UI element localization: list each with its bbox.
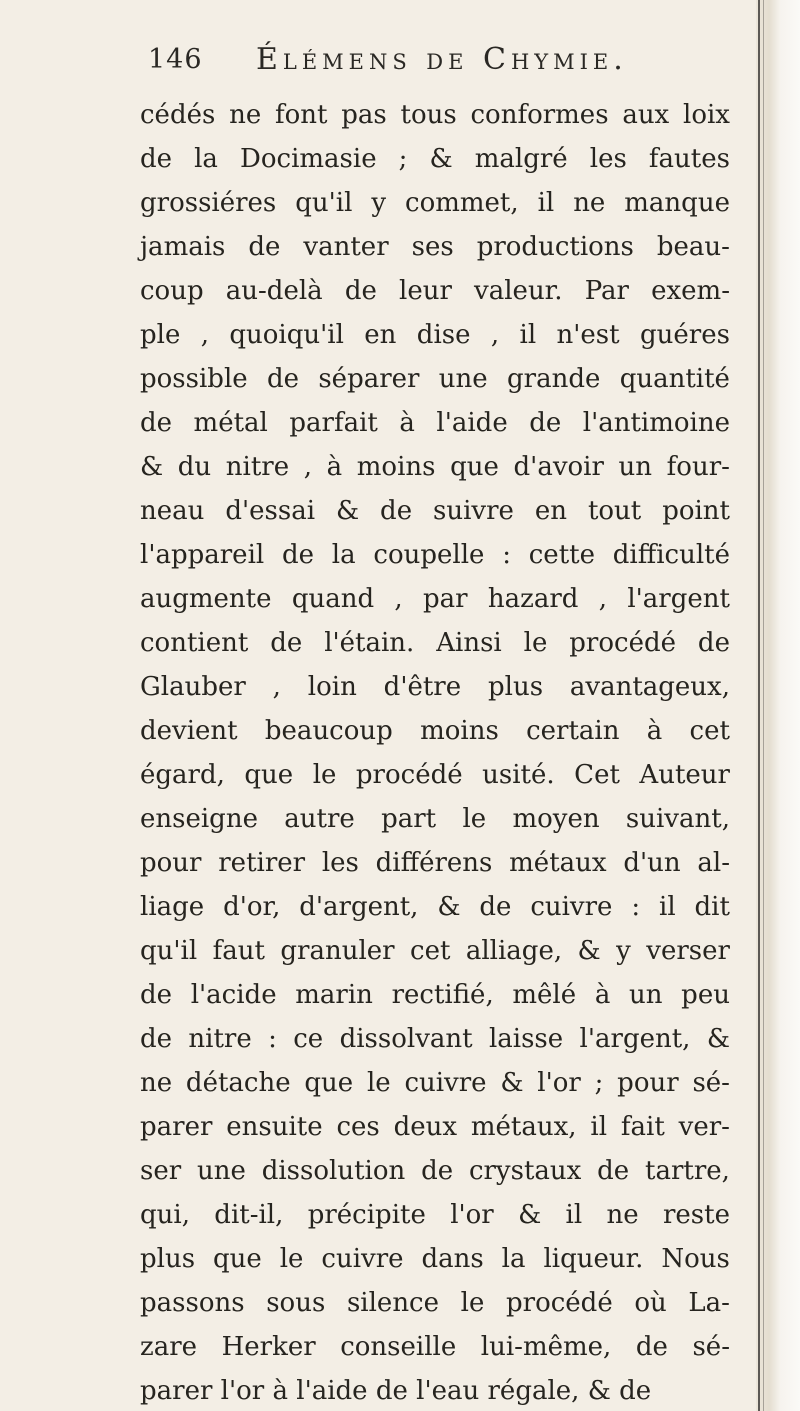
text-line [140,1149,730,1193]
word: de [375,1376,408,1406]
word: four- [666,452,730,482]
text-line [140,797,730,841]
word: plus [487,672,544,702]
word: de [479,892,512,922]
word: & [706,1024,730,1054]
word: tous [400,100,457,130]
word: tout [587,496,642,526]
word: l'or [450,1200,494,1230]
word: l'aide [436,408,508,438]
text-line [140,533,730,577]
word: au-delà [225,276,323,306]
word: que [244,760,294,790]
word: différens [375,848,493,878]
word: , [272,672,281,702]
word: moins [420,716,499,746]
word: de [270,628,303,658]
word: point [662,496,730,526]
text-line [140,181,730,225]
word: l'appareil [140,540,265,570]
word: procédé [355,760,463,790]
word: beaucoup [264,716,393,746]
word: Nous [661,1244,730,1274]
word: l'or [220,1376,265,1406]
word: & [335,496,360,526]
word: & [429,144,453,174]
word: contient [140,628,249,658]
word: le [312,760,337,790]
word: exem- [651,276,730,306]
word: & [577,936,601,966]
word: liage [140,892,205,922]
word: sé- [692,1068,730,1098]
word: & [500,1068,524,1098]
word: & [587,1376,611,1406]
word: manque [624,188,730,218]
text-line [140,1369,730,1411]
word: où [634,1288,667,1318]
word: d'argent, [299,892,419,922]
word: égard, [140,760,225,790]
word: mêlé [512,980,577,1010]
word: silence [346,1288,440,1318]
word: à [272,1376,288,1406]
word: cuivre [530,892,613,922]
word: malgré [474,144,568,174]
word: : [631,892,641,922]
word: devient [140,716,238,746]
word: en [534,496,568,526]
word: sous [266,1288,326,1318]
text-line [140,1325,730,1369]
word: ces [336,1112,380,1142]
word: peu [681,980,730,1010]
word: il [537,188,555,218]
word: de [140,144,173,174]
word: laisse [488,1024,564,1054]
word: que [304,1068,354,1098]
word: parfait [289,408,378,438]
word: de [635,1332,668,1362]
word: pour [617,1068,679,1098]
text-line [140,1193,730,1237]
text-line [140,1105,730,1149]
word: que [213,1244,262,1274]
word: aux [622,100,670,130]
word: part [381,804,437,834]
text-line [140,1281,730,1325]
word: loix [683,100,730,130]
word: grande [507,364,601,394]
word: granuler [280,936,395,966]
word: métaux, [470,1112,577,1142]
word: d'être [383,672,462,702]
word: de [140,1024,173,1054]
word: ensuite [226,1112,323,1142]
text-line [140,973,730,1017]
word: dans [421,1244,484,1274]
word: moins [356,452,436,482]
word: procédé [569,628,676,658]
text-line [140,841,730,885]
word: d'essai [225,496,316,526]
word: & [437,892,461,922]
word: procédé [506,1288,613,1318]
word: dise [416,320,471,350]
word: parer [140,1376,213,1406]
text-line [140,577,730,621]
word: que [450,452,499,482]
word: retirer [218,848,306,878]
word: dissolvant [339,1024,473,1054]
word: il [590,1112,608,1142]
word: sé- [692,1332,730,1362]
word: suivre [433,496,514,526]
text-line [140,1017,730,1061]
text-line [140,885,730,929]
word: & [518,1200,542,1230]
word: , [200,320,209,350]
word: cet [410,936,451,966]
word: régale, [487,1376,580,1406]
word: valeur. [474,276,563,306]
word: crystaux [468,1156,582,1186]
word: ver- [678,1112,730,1142]
text-line [140,445,730,489]
word: pour [140,848,202,878]
word: du [177,452,212,482]
word: font [275,100,328,130]
word: guéres [639,320,730,350]
word: ser [140,1156,182,1186]
word: un [618,452,653,482]
word: dissolution [261,1156,406,1186]
word: cédés [140,100,216,130]
word: métaux [509,848,607,878]
word: l'étain. [324,628,415,658]
word: beau- [656,232,730,262]
word: l'argent [627,584,730,614]
word: autre [284,804,355,834]
word: la [331,540,356,570]
text-line [140,753,730,797]
word: deux [393,1112,458,1142]
word: coupelle [373,540,485,570]
text-line [140,665,730,709]
word: jamais [140,232,226,262]
word: ne [140,1068,173,1098]
text-line [140,1237,730,1281]
word: tartre, [645,1156,730,1186]
word: de [597,1156,630,1186]
word: de [281,540,315,570]
word: fait [620,1112,665,1142]
word: de [140,408,173,438]
word: La- [688,1288,730,1318]
running-title: Élémens de Chymie. [256,42,628,77]
word: à [646,716,663,746]
text-line [140,313,730,357]
word: , [490,320,500,350]
word: séparer [318,364,420,394]
word: certain [526,716,620,746]
word: verser [646,936,730,966]
body-text [140,93,730,1411]
word: l'argent, [579,1024,691,1054]
word: enseigne [140,804,258,834]
word: alliage, [465,936,563,966]
word: le [462,804,487,834]
word: la [194,144,218,174]
word: d'un [623,848,681,878]
word: ce [293,1024,324,1054]
word: d'or, [223,892,281,922]
word: cette [528,540,595,570]
word: l'eau [416,1376,480,1406]
word: conformes [470,100,609,130]
word: al- [697,848,730,878]
word: nitre [188,1024,252,1054]
word: Herker [221,1332,316,1362]
word: à [326,452,343,482]
word: le [523,628,548,658]
word: plus [140,1244,196,1274]
word: détache [185,1068,291,1098]
word: pas [341,100,387,130]
word: avantageux, [569,672,730,702]
word: passons [140,1288,245,1318]
word: précipite [307,1200,426,1230]
word: une [438,364,488,394]
word: ne [229,100,262,130]
text-line [140,489,730,533]
word: leur [399,276,452,306]
word: liqueur. [543,1244,644,1274]
word: Cet [574,760,620,790]
page-number: 146 [148,44,203,75]
text-line [140,137,730,181]
word: Par [584,276,629,306]
text-line [140,1061,730,1105]
word: un [629,980,663,1010]
word: coup [140,276,204,306]
word: l'or [537,1068,581,1098]
word: ; [594,1068,604,1098]
word: quoiqu'il [229,320,344,350]
word: faut [212,936,265,966]
word: , [303,452,313,482]
word: dit [694,892,730,922]
word: , [394,584,403,614]
word: qu'il [295,188,353,218]
word: de [697,628,730,658]
word: grossiéres [140,188,277,218]
word: en [364,320,397,350]
text-line [140,93,730,137]
word: difficulté [612,540,730,570]
word: cet [689,716,730,746]
word: Auteur [639,760,730,790]
word: ses [411,232,454,262]
word: d'avoir [513,452,604,482]
word: quand [291,584,375,614]
text-line [140,621,730,665]
word: ne [573,188,606,218]
text-line [140,401,730,445]
word: nitre [225,452,290,482]
word: de [619,1376,652,1406]
word: la [501,1244,526,1274]
word: hazard [487,584,579,614]
word: y [616,936,631,966]
word: moyen [512,804,600,834]
word: marin [295,980,373,1010]
word: & [140,452,164,482]
word: augmente [140,584,272,614]
word: il [519,320,537,350]
word: n'est [556,320,620,350]
word: Glauber [140,672,246,702]
word: neau [140,496,205,526]
text-line [140,357,730,401]
word: Ainsi [436,628,502,658]
word: ; [398,144,408,174]
word: dit-il, [214,1200,284,1230]
word: zare [140,1332,198,1362]
word: les [321,848,359,878]
word: de [266,364,300,394]
word: : [502,540,511,570]
word: le [279,1244,304,1274]
word: à [594,980,611,1010]
word: l'aide [296,1376,368,1406]
word: qu'il [140,936,198,966]
word: il [659,892,676,922]
word: : [268,1024,277,1054]
word: l'acide [190,980,277,1010]
word: fautes [648,144,730,174]
word: le [366,1068,391,1098]
text-line [140,225,730,269]
page-edge-line-inner [763,0,764,1411]
word: Docimasie [240,144,377,174]
word: quantité [619,364,730,394]
text-line [140,929,730,973]
word: parer [140,1112,213,1142]
word: qui, [140,1200,190,1230]
word: usité. [482,760,555,790]
word: reste [662,1200,730,1230]
text-line [140,709,730,753]
word: possible [140,364,248,394]
word: rectifié, [391,980,494,1010]
word: lui-même, [480,1332,612,1362]
word: il [565,1200,583,1230]
word: y [371,188,387,218]
word: métal [193,408,268,438]
word: de [380,496,413,526]
word: le [460,1288,485,1318]
word: conseille [340,1332,457,1362]
word: suivant, [625,804,730,834]
word: de [248,232,281,262]
word: de [529,408,562,438]
word: cuivre [321,1244,404,1274]
word: loin [307,672,357,702]
page-edge-line [758,0,760,1411]
word: de [421,1156,454,1186]
word: à [399,408,415,438]
word: ple [140,320,181,350]
word: cuivre [404,1068,487,1098]
word: une [197,1156,246,1186]
word: commet, [405,188,519,218]
word: les [589,144,627,174]
word: productions [476,232,634,262]
word: , [598,584,607,614]
word: de [140,980,173,1010]
word: vanter [303,232,389,262]
text-line [140,269,730,313]
word: l'antimoine [582,408,730,438]
word: de [344,276,377,306]
running-head [148,40,708,80]
word: ne [606,1200,639,1230]
word: par [423,584,468,614]
